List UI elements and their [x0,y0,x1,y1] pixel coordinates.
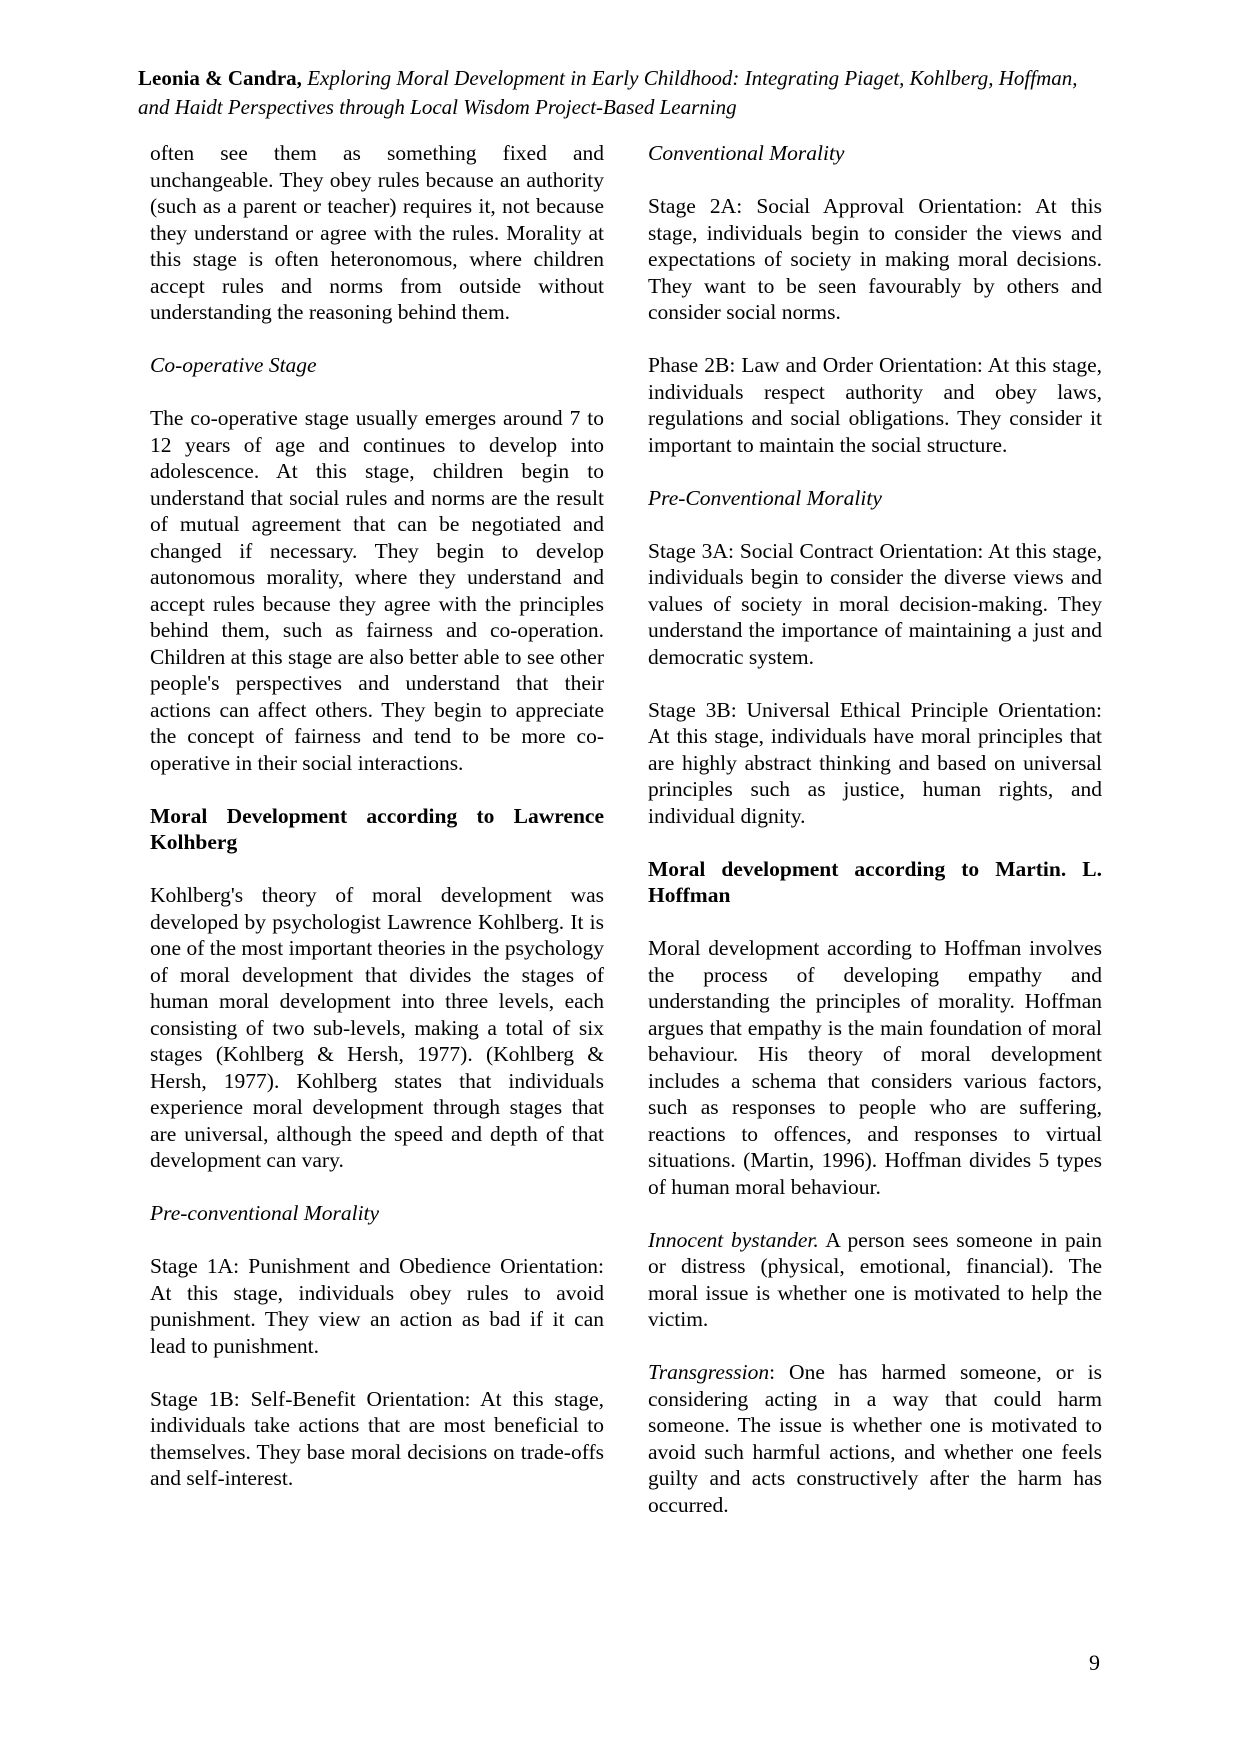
section-heading: Moral development according to Martin. L. Hoffman [648,856,1102,907]
body-paragraph: Moral development according to Hoffman involves the process of developing empathy and understanding the principles of morality. Hoffman argues that empathy is the main foundation of moral behaviour. His theory of moral development includes a schema that considers various factors, such as responses to people who are suffering, reactions to offences, and responses to virtual situations. (Martin, 1996). Hoffman divides 5 types of human moral behaviour. [648,936,1102,1199]
subsection-heading: Co-operative Stage [150,353,317,377]
two-column-body [150,140,1102,1545]
body-paragraph [648,1227,1102,1333]
body-paragraph: often see them as something fixed and unchangeable. They obey rules because an authority (such as a parent or teacher) requires it, not because they understand or agree with the rules. Morality at this stage is often heteronomous, where children accept rules and norms from outside without understanding the reasoning behind them. [150,141,604,324]
page-number: 9 [1089,1650,1100,1675]
body-paragraph [648,1359,1102,1518]
body-paragraph: Stage 1B: Self-Benefit Orientation: At this stage, individuals take actions that are most beneficial to themselves. They base moral decisions on trade-offs and self-interest. [150,1386,604,1490]
body-paragraph: Phase 2B: Law and Order Orientation: At this stage, individuals respect authority and obey laws, regulations and social obligations. They consider it important to maintain the social structure. [648,353,1102,457]
paragraph-lead-term: Transgression [648,1360,770,1384]
right-column [648,140,1102,1545]
subsection-heading: Conventional Morality [648,141,845,165]
body-paragraph: The co-operative stage usually emerges around 7 to 12 years of age and continues to develop into adolescence. At this stage, children begin to understand that social rules and norms are the result of mutual agreement that can be negotiated and changed if necessary. They begin to develop autonomous morality, where they understand and accept rules because they agree with the principles behind them, such as fairness and co-operation. Children at this stage are also better able to see other people's perspectives and understand that their actions can affect others. They begin to appreciate the concept of fairness and tend to be more co-operative in their social interactions. [150,406,604,775]
paragraph-lead-term: Innocent bystander. [648,1227,819,1252]
section-heading: Moral Development according to Lawrence Kolhberg [150,803,604,854]
subsection-heading: Pre-Conventional Morality [648,485,882,510]
left-column [150,140,604,1545]
paragraph-lead-body: : One has harmed someone, or is considering acting in a way that could harm someone. The issue is whether one is motivated to avoid such harmful actions, and whether one feels guilty and acts constructively after the harm has occurred. [648,1360,1102,1517]
body-paragraph: Stage 1A: Punishment and Obedience Orientation: At this stage, individuals obey rules to avoid punishment. They view an action as bad if it can lead to punishment. [150,1254,604,1358]
header-article-title: Exploring Moral Development in Early Childhood: Integrating Piaget, Kohlberg, Hoffman, and Haidt Perspectives through Local Wisdom Project-Based Learning [138,66,1078,119]
paragraph-lead-body: A person sees someone in pain or distress (physical, emotional, financial). The moral issue is whether one is motivated to help the victim. [648,1227,1102,1331]
header-authors: Leonia & Candra, [138,66,302,90]
body-paragraph: Stage 3B: Universal Ethical Principle Orientation: At this stage, individuals have moral principles that are highly abstract thinking and based on universal principles such as justice, human rights, and individual dignity. [648,697,1102,828]
running-header [138,64,1098,122]
subsection-heading: Pre-conventional Morality [150,1201,380,1225]
body-paragraph: Stage 3A: Social Contract Orientation: At this stage, individuals begin to consider the diverse views and values of society in moral decision-making. They understand the importance of maintaining a just and democratic system. [648,538,1102,669]
body-paragraph: Stage 2A: Social Approval Orientation: At this stage, individuals begin to consider the views and expectations of society in making moral decisions. They want to be seen favourably by others and consider social norms. [648,194,1102,324]
body-paragraph: Kohlberg's theory of moral development was developed by psychologist Lawrence Kohlberg. It is one of the most important theories in the psychology of moral development that divides the stages of human moral development into three levels, each consisting of two sub-levels, making a total of six stages (Kohlberg & Hersh, 1977). (Kohlberg & Hersh, 1977). Kohlberg states that individuals experience moral development through stages that are universal, although the speed and depth of that development can vary. [150,883,604,1172]
